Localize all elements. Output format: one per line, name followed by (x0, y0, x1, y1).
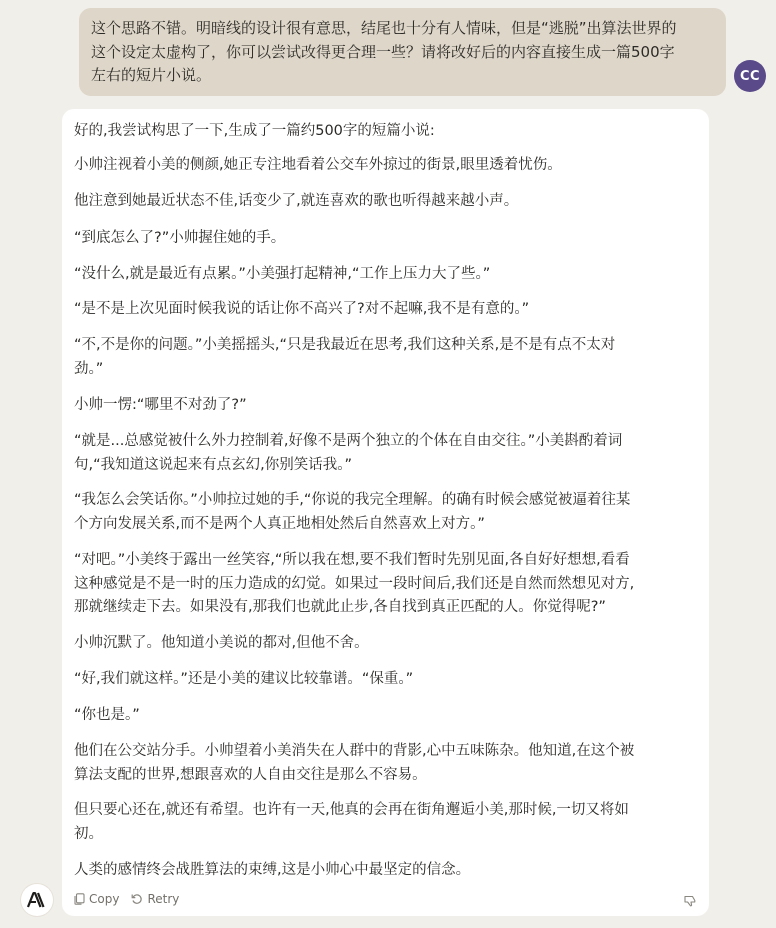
paragraph-line: 但只要心还在,就还有希望。也许有一天,他真的会再在街角邂逅小美,那时候,一切又将如 (74, 802, 629, 818)
assistant-message-card (62, 109, 709, 916)
paragraph-line: “到底怎么了?”小帅握住她的手。 (74, 230, 286, 246)
paragraph-line: “不,不是你的问题。”小美摇摇头,“只是我最近在思考,我们这种关系,是不是有点不太对 (74, 337, 616, 353)
message-paragraph (74, 740, 696, 787)
user-message-bubble (79, 8, 726, 96)
paragraph-line: 他们在公交站分手。小帅望着小美消失在人群中的背影,心中五味陈杂。他知道,在这个被 (74, 743, 635, 759)
claude-logo-icon (21, 884, 53, 916)
message-paragraph (74, 489, 696, 536)
retry-label: Retry (147, 892, 180, 906)
thumb-down-button[interactable] (684, 892, 696, 911)
message-paragraph (74, 632, 696, 656)
paragraph-line: 算法支配的世界,想跟喜欢的人自由交往是那么不容易。 (74, 766, 427, 783)
paragraph-line: 初。 (74, 825, 103, 842)
message-paragraph (74, 190, 696, 214)
paragraph-line: “你也是。” (74, 707, 140, 723)
paragraph-line: 小帅一愣:“哪里不对劲了?” (74, 397, 247, 413)
thumb-down-icon (684, 892, 696, 911)
message-paragraph (74, 430, 696, 477)
message-paragraph (74, 263, 696, 287)
copy-icon (74, 893, 85, 905)
paragraph-line: 个方向发展关系,而不是两个人真正地相处然后自然喜欢上对方。” (74, 515, 485, 532)
paragraph-line: 劲。” (74, 360, 104, 377)
paragraph-line: 好的,我尝试构思了一下,生成了一篇约500字的短篇小说: (74, 123, 435, 139)
retry-icon (131, 893, 143, 905)
paragraph-line: 小帅沉默了。他知道小美说的都对,但他不舍。 (74, 635, 369, 651)
paragraph-line: 这种感觉是不是一时的压力造成的幻觉。如果过一段时间后,我们还是自然而然想见对方, (74, 575, 635, 592)
user-message-line: 左右的短片小说。 (91, 66, 212, 84)
message-paragraph (74, 154, 696, 178)
message-paragraph (74, 668, 696, 692)
paragraph-line: 人类的感情终会战胜算法的束缚,这是小帅心中最坚定的信念。 (74, 862, 471, 878)
retry-button[interactable] (131, 892, 179, 906)
paragraph-line: “就是...总感觉被什么外力控制着,好像不是两个独立的个体在自由交往。”小美斟酌着词 (74, 433, 623, 449)
message-paragraph (74, 859, 696, 883)
message-actions (74, 890, 179, 908)
message-paragraph (74, 334, 696, 381)
message-paragraph (74, 704, 696, 728)
message-paragraph (74, 394, 696, 418)
paragraph-line: “没什么,就是最近有点累。”小美强打起精神,“工作上压力大了些。” (74, 266, 491, 282)
message-paragraph (74, 120, 696, 144)
user-message-line: 这个思路不错。明暗线的设计很有意思，结尾也十分有人情味，但是“逃脱”出算法世界的 (91, 19, 677, 37)
message-paragraph (74, 227, 696, 251)
message-paragraph (74, 549, 696, 620)
paragraph-line: “好,我们就这样。”还是小美的建议比较靠谱。“保重。” (74, 671, 414, 687)
paragraph-line: 那就继续走下去。如果没有,那我们也就此止步,各自找到真正匹配的人。你觉得呢?” (74, 599, 606, 616)
message-paragraph (74, 799, 696, 846)
paragraph-line: “对吧。”小美终于露出一丝笑容,“所以我在想,要不我们暂时先别见面,各自好好想想,看看 (74, 552, 630, 568)
message-paragraph (74, 298, 696, 322)
paragraph-line: “是不是上次见面时候我说的话让你不高兴了?对不起嘛,我不是有意的。” (74, 301, 530, 317)
paragraph-line: 小帅注视着小美的侧颜,她正专注地看着公交车外掠过的街景,眼里透着忧伤。 (74, 157, 562, 173)
paragraph-line: “我怎么会笑话你。”小帅拉过她的手,“你说的我完全理解。的确有时候会感觉被逼着往某 (74, 492, 631, 508)
copy-button[interactable] (74, 892, 119, 906)
user-message-line: 这个设定太虚构了，你可以尝试改得更合理一些？请将改好后的内容直接生成一篇500字 (91, 42, 675, 61)
user-avatar[interactable]: CC (734, 60, 766, 92)
paragraph-line: 句,“我知道这说起来有点玄幻,你别笑话我。” (74, 456, 352, 473)
copy-label: Copy (89, 892, 120, 906)
paragraph-line: 他注意到她最近状态不佳,话变少了,就连喜欢的歌也听得越来越小声。 (74, 193, 519, 209)
